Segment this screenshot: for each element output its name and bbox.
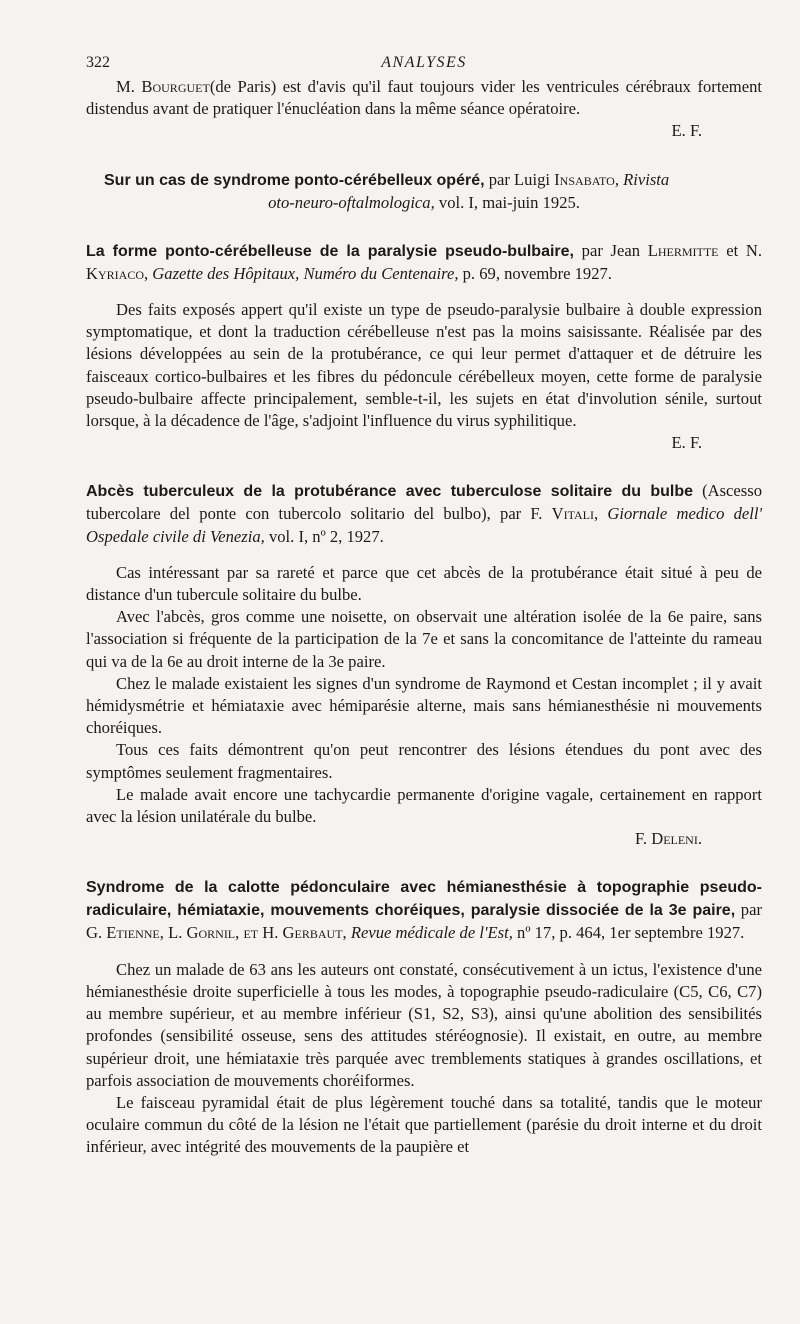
article-1-ref: vol. I, mai-juin 1925. (438, 192, 580, 212)
article-2-heading (86, 240, 762, 285)
page-number: 322 (86, 54, 110, 71)
article-4-title: Syndrome de la calotte pédonculaire avec hémianesthésie à topographie pseudo-radiculaire, hémiataxie, mouvements choréiques, paralysie dissociée de la 3e paire, (86, 879, 762, 920)
article-2-by: par Jean (581, 240, 641, 260)
page (86, 50, 762, 1159)
article-4 (86, 876, 762, 1158)
article-1-author: Insabato (554, 169, 615, 189)
article-3-paragraph-1: Cas intéressant par sa rareté et parce que cet abcès de la protubérance était situé à peu de distance d'un tubercule solitaire du bulbe. (86, 562, 762, 605)
article-1-reference-line (86, 192, 762, 214)
running-header (86, 50, 762, 76)
article-3-heading (86, 480, 762, 547)
article-3-paragraph-2: Avec l'abcès, gros comme une noisette, on observait une altération isolée de la 6e paire, sans l'association si fréquente de la participation de la 7e et sans la concomitance de l'atteinte du rameau qui va de la 6e au droit interne de la 3e paire. (86, 607, 762, 671)
article-3-paragraph-4: Tous ces faits démontrent qu'on peut rencontrer des lésions étendues du pont avec des symptômes seulement fragmentaires. (86, 740, 762, 782)
article-2-ref: p. 69, novembre 1927. (462, 263, 612, 283)
article-1-by: par Luigi (488, 169, 550, 189)
intro-signature: E. F. (671, 121, 702, 141)
article-2-author-1: Lhermitte (647, 240, 719, 260)
intro-text: (de Paris) est d'avis qu'il faut toujours vider les ventricules cérébraux fortement distendus avant de pratiquer l'énucléation dans la même séance opératoire. (86, 77, 762, 119)
article-4-ref: nº 17, p. 464, 1er septembre 1927. (517, 923, 745, 943)
article-2-author-2: Kyriaco, (86, 263, 149, 283)
article-2-signature: E. F. (671, 433, 702, 453)
article-1-title: Sur un cas de syndrome ponto-cérébelleux opéré, (104, 171, 485, 189)
article-3-journal: Giornale medico dell' Ospedale civile di Venezia, (86, 504, 763, 546)
running-title: ANALYSES (381, 54, 467, 71)
article-2-and: et N. (726, 240, 762, 260)
article-4-by: par G. (86, 900, 762, 943)
article-1-journal-a: Rivista (623, 169, 670, 189)
article-4-journal: Revue médicale de l'Est, (350, 923, 513, 943)
article-4-paragraph-2: Le faisceau pyramidal était de plus légèrement touché dans sa totalité, tandis que le moteur oculaire commun du côté de la lésion ne l'était que partiellement (parésie du droit interne et du droit inférieur, avec intégrité des mouvements de la paupière et (86, 1092, 762, 1157)
article-4-author-3: et H. Gerbaut, (243, 923, 347, 943)
intro-paragraph (86, 76, 762, 120)
article-3-signature: F. Deleni. (635, 829, 702, 849)
article-3-title: Abcès tuberculeux de la protubérance avec tuberculose solitaire du bulbe (86, 483, 694, 501)
article-2-journal: Gazette des Hôpitaux, Numéro du Centenaire, (152, 263, 459, 283)
article-2-body: Des faits exposés appert qu'il existe un type de pseudo-paralysie bulbaire à double expression symptomatique, et dont la traduction cérébelleuse n'est pas la moins saisissante. Réalisée par des lésions développées au sein de la protubérance, ce qui leur permet d'attaquer et de détruire les faisceaux cortico-bulbaires et les fibres du pédoncule cérébelleux moyen, cette forme de paralysie pseudo-bulbaire affecte principalement, semble-t-il, les sujets en état d'involution sénile, surtout lorsque, à la décadence de l'âge, s'adjoint l'influence du virus syphilitique. (86, 300, 762, 431)
article-3 (86, 480, 762, 850)
article-1-journal-b: oto-neuro-oftalmologica, (268, 192, 435, 212)
article-4-heading (86, 876, 762, 944)
article-4-author-2: L. Gornil, (168, 923, 240, 943)
article-4-paragraph-1: Chez un malade de 63 ans les auteurs ont constaté, consécutivement à un ictus, l'existence d'une hémianesthésie droite superficielle à tous les modes, à topographie pseudo-radiculaire (C5, C6, C7) au membre supérieur, et au membre inférieur (S1, S2, S3), ainsi qu'une abolition des sensibilités profondes (sensibilité osseuse, sens des attitudes stéréognosie). Il existait, en outre, au membre supérieur droit, une hémiataxie très parquée avec tremblements statiques à grandes oscillations, et parfois association de mouvements choréiformes. (86, 959, 762, 1090)
article-4-author-1: Etienne, (106, 923, 164, 943)
article-2-title: La forme ponto-cérébelleuse de la paralysie pseudo-bulbaire, (86, 242, 574, 260)
article-1 (86, 169, 762, 214)
article-3-paragraph-3: Chez le malade existaient les signes d'un syndrome de Raymond et Cestan incomplet ; il y avait hémidysmétrie et hémiataxie avec hémiparésie alterne, mais sans hémianesthésie ni mouvements choréiques. (86, 673, 762, 738)
article-3-author: Vitali, (551, 504, 599, 524)
article-3-subtitle: (Ascesso tubercolare del ponte con tubercolo solitario del bulbo), par F. (86, 481, 762, 524)
article-3-ref: vol. I, nº 2, 1927. (268, 526, 384, 546)
article-1-heading: Sur un cas de syndrome ponto-cérébelleux opéré, par Luigi Insabato, Rivista (104, 169, 670, 189)
article-3-paragraph-5: Le malade avait encore une tachycardie permanente d'origine vagale, certainement en rapport avec la lésion unilatérale du bulbe. (86, 784, 762, 827)
intro-author: M. Bourguet (116, 77, 210, 96)
article-2 (86, 240, 762, 455)
